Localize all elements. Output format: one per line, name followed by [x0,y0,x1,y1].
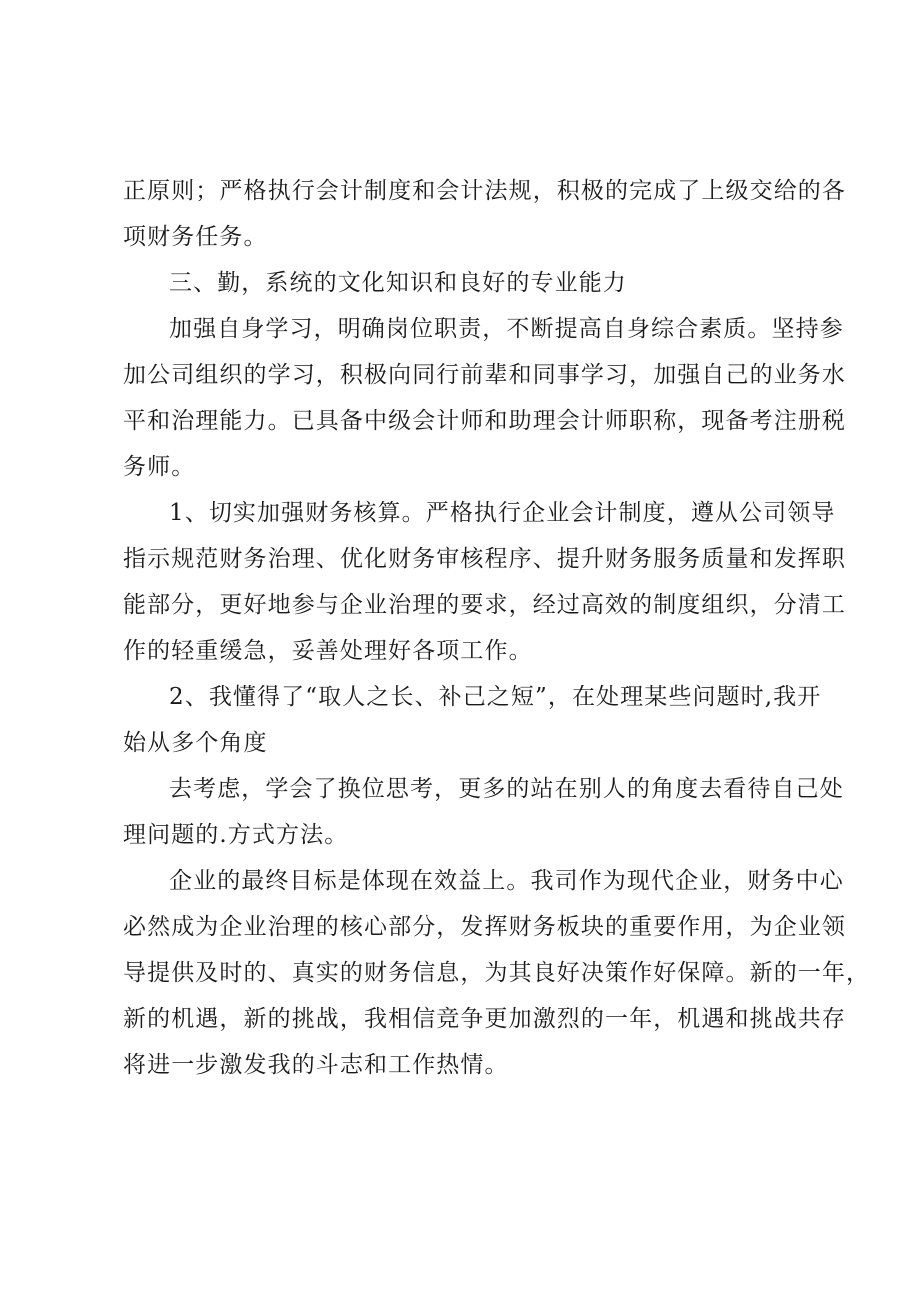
paragraph-line: 加公司组织的学习，积极向同行前辈和同事学习，加强自己的业务水 [123,362,846,388]
paragraph-line: 能部分，更好地参与企业治理的要求，经过高效的制度组织，分清工 [123,592,846,618]
paragraph-line: 指示规范财务治理、优化财务审核程序、提升财务服务质量和发挥职 [123,546,846,572]
paragraph-line: 2、我懂得了“取人之长、补己之短”，在处理某些问题时,我开 [169,684,822,710]
paragraph-line: 企业的最终目标是体现在效益上。我司作为现代企业，财务中心 [169,868,844,894]
paragraph-line: 去考虑，学会了换位思考，更多的站在别人的角度去看待自己处 [169,776,844,802]
paragraph-line: 将进一步激发我的斗志和工作热情。 [123,1052,509,1078]
paragraph-line: 平和治理能力。已具备中级会计师和助理会计师职称，现备考注册税 [123,408,846,434]
paragraph-line: 务师。 [123,454,196,480]
paragraph-line: 加强自身学习，明确岗位职责，不断提高自身综合素质。坚持参 [169,316,844,342]
paragraph-line: 正原则；严格执行会计制度和会计法规，积极的完成了上级交给的各 [123,178,846,204]
section-heading: 三、勤，系统的文化知识和良好的专业能力 [169,270,627,296]
paragraph-line: 导提供及时的、真实的财务信息，为其良好决策作好保障。新的一年， [123,960,871,986]
paragraph-line: 作的轻重缓急，妥善处理好各项工作。 [123,638,533,664]
paragraph-line: 必然成为企业治理的核心部分，发挥财务板块的重要作用，为企业领 [123,914,846,940]
paragraph-line: 理问题的.方式方法。 [123,822,349,848]
paragraph-line: 项财务任务。 [123,224,268,250]
paragraph-line: 始从多个角度 [123,730,268,756]
paragraph-line: 1、切实加强财务核算。严格执行企业会计制度，遵从公司领导 [169,500,836,526]
paragraph-line: 新的机遇，新的挑战，我相信竞争更加激烈的一年，机遇和挑战共存 [123,1006,846,1032]
document-body [123,168,871,1088]
